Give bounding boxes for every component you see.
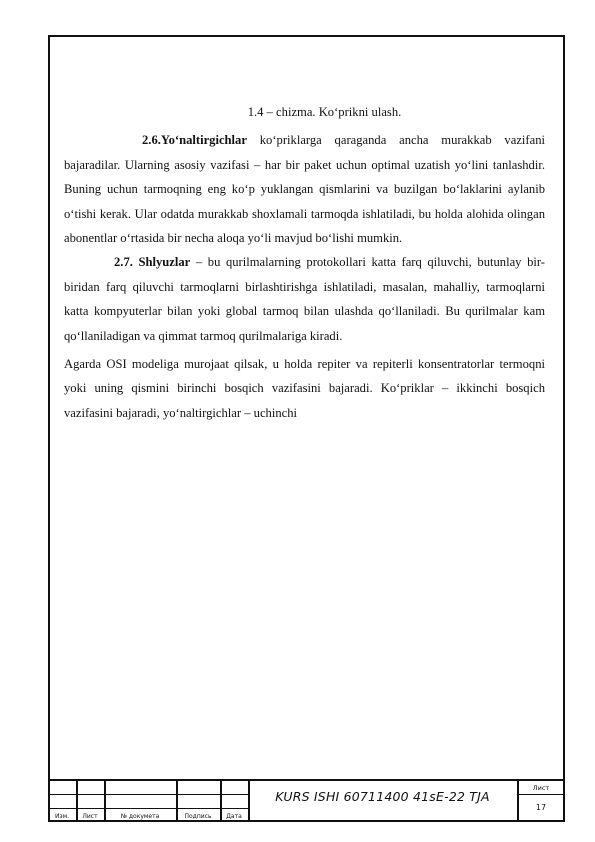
stamp-col-sign: Подпись bbox=[184, 813, 212, 820]
document-code: KURS ISHI 60711400 41sE-22 TJA bbox=[275, 789, 490, 804]
stamp-col-izm: Изм. bbox=[54, 813, 70, 820]
stamp-col-list: Лист bbox=[82, 813, 98, 820]
paragraph-gateways bbox=[64, 250, 545, 348]
stamp-col-doc: № докумета bbox=[120, 813, 160, 820]
figure-caption: 1.4 – chizma. Ko‘prikni ulash. bbox=[247, 105, 402, 119]
title-block bbox=[48, 779, 565, 822]
heading-routers: 2.6.Yo‘naltirgichlar bbox=[142, 133, 247, 148]
document-body bbox=[64, 100, 545, 425]
heading-gateways: 2.7. Shlyuzlar bbox=[114, 255, 191, 270]
stamp-col-date: Дата bbox=[226, 813, 242, 820]
paragraph-routers bbox=[64, 128, 545, 250]
paragraph-gateways-text: – bu qurilmalarning protokollari katta farq qiluvchi, butunlay bir-biridan farq qiluvchi tarmoqlarni birlashtirishga ishlatiladi, masalan, mahalliy, tarmoqlarni katta kompyuterlar bilan yoki global tarmoq bilan ulashda qo‘llaniladi. Bu qurilmalar kam qo‘llaniladigan va qimmat tarmoq qurilmalariga kiradi. bbox=[64, 255, 546, 343]
sheet-number: 17 bbox=[535, 803, 547, 812]
paragraph-osi: Agarda OSI modeliga murojaat qilsak, u holda repiter va repiterli konsentratorlar termoqni yoki uning qismini birinchi bosqich vazifasini bajaradi. Ko‘priklar – ikkinchi bosqich vazifasini bajaradi, yo‘naltirgichlar – uchinchi bbox=[64, 357, 545, 420]
paragraph-routers-text: ko‘priklarga qaraganda ancha murakkab vazifani bajaradilar. Ularning asosiy vazifasi – har bir paket uchun optimal uzatish yo‘lini tanlashdir. Buning uchun tarmoqning eng ko‘p yuklangan qismlarini va buzilgan bo‘laklarini aylanib o‘tishi kerak. Ular odatda murakkab shoxlamali tarmoqda ishlatiladi, bu holda alohida olingan abonentlar o‘rtasida bir necha aloqa yo‘li mavjud bo‘lishi mumkin. bbox=[64, 133, 545, 246]
sheet-label: Лист bbox=[532, 784, 550, 792]
